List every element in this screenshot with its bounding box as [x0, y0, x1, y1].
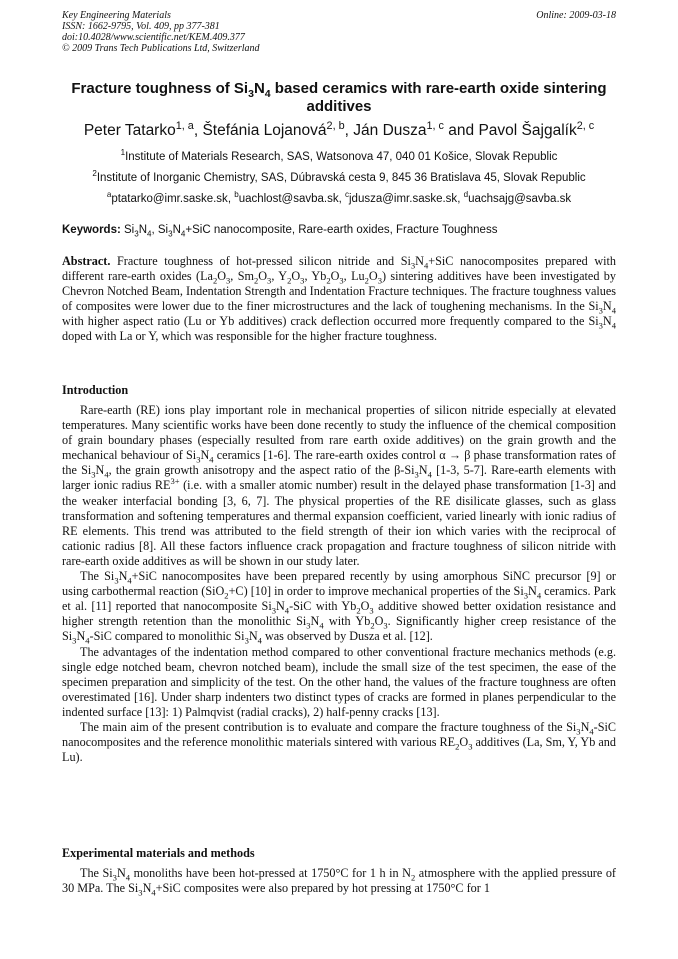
affiliation-mark: 1	[120, 148, 126, 158]
author-affil-mark: 1, a	[175, 119, 194, 132]
author-affil-mark: 2, b	[326, 119, 345, 132]
email-mark: c	[344, 190, 349, 200]
author-separator: ,	[193, 122, 203, 139]
title-part2: N	[253, 80, 265, 97]
email-mark: b	[234, 190, 239, 200]
email-mark: a	[106, 190, 112, 200]
affiliation-1	[62, 150, 616, 164]
author-name: Peter Tatarko	[83, 122, 176, 139]
abstract-text: Fracture toughness of hot-pressed silicon nitride and $Si_3N_4+SiC$ nanocomposites prepared with different rare-earth oxides ($La_2O_3$, $Sm_2O_3$, $Y_2O_3$, $Yb_2O_3$, $Lu_2O_3$) sintering additives have been investigated by Chevron Notched Beam, Indentation Strength and Indentation Fracture techniques. The fracture toughness values of composites were lower due to the finer microstructures and the lack of toughening mechanisms. In the $Si_3N_4$ with higher aspect ratio (Lu or Yb additives) crack deflection occurred more frequently compared to the $Si_3N_4$ doped with La or Y, which was responsible for the higher fracture toughness.	[62, 254, 616, 344]
journal-name: Key Engineering Materials	[62, 10, 171, 21]
title-sub1: 3	[248, 88, 254, 100]
paragraph: The main aim of the present contribution is to evaluate and compare the fracture toughness of the $Si_3N_4$-SiC nanocomposites and the reference monolithic materials sintered with various $RE_2O_3$ additives (La, Sm, Y, Yb and Lu).	[62, 719, 616, 765]
journal-header	[62, 10, 616, 54]
copyright-line: © 2009 Trans Tech Publications Ltd, Switzerland	[62, 43, 260, 54]
keywords-text: $Si_3N_4$, $Si_3N_4+SiC$ nanocomposite, Rare-earth oxides, Fracture Toughness	[120, 224, 498, 239]
author-name: Štefánia Lojanová	[202, 122, 327, 139]
doi-line: doi:10.4028/www.scientific.net/KEM.409.377	[62, 32, 245, 43]
author-affil-mark: 2, c	[576, 119, 595, 132]
email-link[interactable]: ptatarko@imr.saske.sk	[111, 193, 228, 205]
title-part3: based ceramics with rare-earth oxide sintering additives	[270, 80, 607, 115]
title-sub2: 4	[264, 88, 271, 100]
abstract	[62, 254, 616, 345]
email-link[interactable]: uachsajg@savba.sk	[468, 193, 572, 205]
experimental-body	[62, 866, 616, 896]
author-separator: and	[443, 122, 479, 139]
paragraph: Rare-earth (RE) ions play important role in mechanical properties of silicon nitride especially at elevated temperatures. Many scientific works have been done recently to study the influence of the chemical composition of grain boundary phases (especially resulted from rare earth oxide additives) on the grain growth and the mechanical behaviour of $Si_3N_4$ ceramics [1-6]. The rare-earth oxides control α → β phase transformation rates of the $Si_3N_4$, the grain growth anisotropy and the aspect ratio of the $\beta-Si_3N_4$ [1-3, 5-7]. Rare-earth elements with larger ionic radius $RE^{3+}$ (i.e. with a smaller atomic number) result in the delayed phase transformation [1-3] and the weaker interfacial bonding [3, 6, 7]. The physical properties of the RE disilicate glasses, such as glass transformation and softening temperatures and thermal expansion coefficient, varied linearly with ionic radius of RE elements. This trend was attributed to the field strength of their ion which varies with the reciprocal of cationic radius [8]. All these factors influence crack propagation and fracture toughness of silicon nitride with rare-earth oxide additives as will be shown in our study later.	[62, 403, 616, 568]
section-heading-experimental: Experimental materials and methods	[62, 846, 255, 860]
affiliation-mark: 2	[92, 169, 97, 179]
email-mark: d	[463, 190, 469, 200]
keywords	[62, 223, 616, 237]
issn-line: ISSN: 1662-9795, Vol. 409, pp 377-381	[62, 21, 220, 32]
introduction-body	[62, 403, 616, 765]
section-heading-introduction: Introduction	[62, 383, 129, 397]
abstract-label: Abstract.	[62, 254, 111, 268]
author-name: Pavol Šajgalík	[478, 122, 577, 139]
paragraph: The $Si_3N_4$ monoliths have been hot-pressed at 1750°C for 1 h in $N_2$ atmosphere with the applied pressure of 30 MPa. The $Si_3N_4+SiC$ composites were also prepared by hot pressing at 1750°C for 1	[62, 866, 616, 898]
author-name: Ján Dusza	[353, 122, 427, 139]
keywords-label: Keywords:	[62, 224, 121, 236]
online-date: Online: 2009-03-18	[536, 10, 616, 21]
affiliation-text: Institute of Inorganic Chemistry, SAS, Dúbravská cesta 9, 845 36 Bratislava 45, Slovak Republic	[96, 172, 586, 184]
paper-title	[62, 80, 616, 116]
email-link[interactable]: jdusza@imr.saske.sk	[349, 193, 458, 205]
author-list	[62, 121, 616, 141]
paragraph: The advantages of the indentation method compared to other conventional fracture mechanics methods (e.g. single edge notched beam, chevron notched beam), include the small size of the test specimen, the ease of the specimen preparation and simplicity of the test. On the other hand, the values of the fracture toughness are often overestimated [16]. Under sharp indenters two distinct types of cracks are formed in planes perpendicular to the indented surface [13]: 1) Palmqvist (radial cracks), 2) half-penny cracks [13].	[62, 644, 616, 719]
author-affil-mark: 1, c	[426, 119, 444, 132]
affiliation-2	[62, 171, 616, 185]
email-list: $^a$ptatarko@imr.saske.sk, $^b$uachlost@savba.sk, $^c$jdusza@imr.saske.sk, $^d$uachsajg@savba.sk	[106, 190, 572, 205]
email-link[interactable]: uachlost@savba.sk	[238, 193, 339, 205]
author-separator: ,	[344, 122, 354, 139]
title-part1: Fracture toughness of Si	[71, 80, 249, 97]
affiliation-text: Institute of Materials Research, SAS, Watsonova 47, 040 01 Košice, Slovak Republic	[125, 151, 558, 163]
paragraph: The $Si_3N_4+SiC$ nanocomposites have been prepared recently by using amorphous SiNC precursor [9] or using carbothermal reaction (SiO$_2$+C) [10] in order to improve mechanical properties of the $Si_3N_4$ ceramics. Park et al. [11] reported that nanocomposite $Si_3N_4$-SiC with $Yb_2O_3$ additive showed better oxidation resistance and higher strength retention than the monolithic $Si_3N_4$ with $Yb_2O_3$. Significantly higher creep resistance of the $Si_3N_4$-SiC compared to monolithic $Si_3N_4$ was observed by Dusza et al. [12].	[62, 569, 616, 646]
